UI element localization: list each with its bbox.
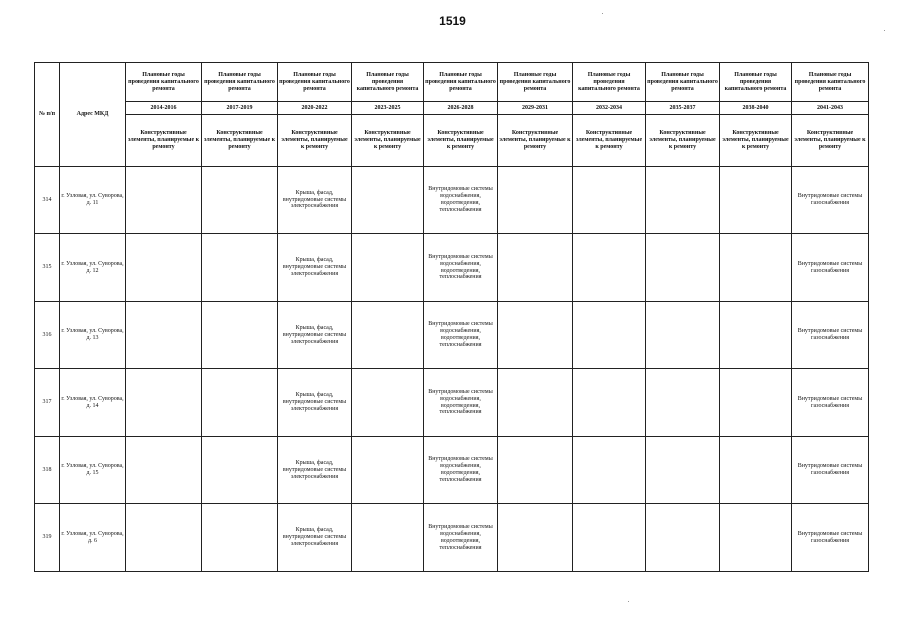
period-elements-header: Конструктивные элементы, планируемые к ремонту bbox=[498, 115, 573, 166]
repair-elements-cell: Крыша, фасад, внутридомовые системы электроснабжения bbox=[278, 166, 352, 234]
repair-elements-cell bbox=[720, 301, 792, 369]
repair-elements-cell bbox=[126, 234, 202, 302]
period-plan-header: Плановые годы проведения капитального ремонта bbox=[498, 63, 573, 102]
repair-elements-cell: Крыша, фасад, внутридомовые системы электроснабжения bbox=[278, 234, 352, 302]
period-elements-header: Конструктивные элементы, планируемые к ремонту bbox=[646, 115, 720, 166]
repair-elements-cell: Внутридомовые системы водоснабжения, водоотведения, теплоснабжения bbox=[424, 436, 498, 504]
repair-elements-cell: Внутридомовые системы водоснабжения, водоотведения, теплоснабжения bbox=[424, 301, 498, 369]
repair-elements-cell bbox=[646, 234, 720, 302]
repair-elements-cell bbox=[126, 166, 202, 234]
building-address: г. Узловая, ул. Суворова, д. 14 bbox=[60, 369, 126, 437]
period-elements-header: Конструктивные элементы, планируемые к ремонту bbox=[792, 115, 869, 166]
period-plan-header: Плановые годы проведения капитального ремонта bbox=[792, 63, 869, 102]
period-years-header: 2020-2022 bbox=[278, 102, 352, 115]
repair-elements-cell: Внутридомовые системы водоснабжения, водоотведения, теплоснабжения bbox=[424, 234, 498, 302]
repair-elements-cell bbox=[352, 504, 424, 572]
period-years-header: 2035-2037 bbox=[646, 102, 720, 115]
period-elements-header: Конструктивные элементы, планируемые к ремонту bbox=[126, 115, 202, 166]
period-elements-header: Конструктивные элементы, планируемые к ремонту bbox=[720, 115, 792, 166]
repair-elements-cell bbox=[646, 301, 720, 369]
repair-elements-cell bbox=[646, 369, 720, 437]
repair-elements-cell bbox=[720, 436, 792, 504]
repair-elements-cell bbox=[498, 436, 573, 504]
repair-elements-cell bbox=[202, 369, 278, 437]
repair-elements-cell bbox=[573, 301, 646, 369]
repair-elements-cell: Крыша, фасад, внутридомовые системы электроснабжения bbox=[278, 504, 352, 572]
period-years-header: 2032-2034 bbox=[573, 102, 646, 115]
table-row bbox=[35, 166, 869, 234]
repair-elements-cell bbox=[202, 234, 278, 302]
repair-elements-cell bbox=[573, 166, 646, 234]
table-row bbox=[35, 436, 869, 504]
repair-elements-cell bbox=[126, 436, 202, 504]
repair-elements-cell bbox=[573, 436, 646, 504]
period-years-header: 2023-2025 bbox=[352, 102, 424, 115]
row-number: 315 bbox=[35, 234, 60, 302]
period-plan-header: Плановые годы проведения капитального ремонта bbox=[126, 63, 202, 102]
address-column-header: Адрес МКД bbox=[60, 63, 126, 167]
repair-elements-cell bbox=[352, 369, 424, 437]
repair-elements-cell: Внутридомовые системы газоснабжения bbox=[792, 504, 869, 572]
repair-elements-cell bbox=[352, 301, 424, 369]
period-years-header: 2017-2019 bbox=[202, 102, 278, 115]
repair-elements-cell bbox=[126, 301, 202, 369]
repair-elements-cell bbox=[646, 504, 720, 572]
repair-elements-cell bbox=[720, 369, 792, 437]
table-row bbox=[35, 234, 869, 302]
repair-elements-cell bbox=[498, 369, 573, 437]
repair-schedule-table bbox=[34, 62, 869, 572]
number-column-header: № п/п bbox=[35, 63, 60, 167]
repair-elements-cell bbox=[202, 436, 278, 504]
period-elements-header: Конструктивные элементы, планируемые к ремонту bbox=[424, 115, 498, 166]
repair-elements-cell bbox=[498, 234, 573, 302]
repair-elements-cell: Внутридомовые системы газоснабжения bbox=[792, 301, 869, 369]
repair-elements-cell: Внутридомовые системы водоснабжения, водоотведения, теплоснабжения bbox=[424, 504, 498, 572]
row-number: 317 bbox=[35, 369, 60, 437]
page-number: 1519 bbox=[439, 14, 466, 28]
period-plan-header: Плановые годы проведения капитального ремонта bbox=[202, 63, 278, 102]
table-row bbox=[35, 369, 869, 437]
scan-speck bbox=[628, 601, 629, 602]
repair-elements-cell bbox=[126, 504, 202, 572]
period-plan-header: Плановые годы проведения капитального ремонта bbox=[278, 63, 352, 102]
period-plan-header: Плановые годы проведения капитального ремонта bbox=[646, 63, 720, 102]
building-address: г. Узловая, ул. Суворова, д. 15 bbox=[60, 436, 126, 504]
repair-elements-cell bbox=[720, 166, 792, 234]
repair-elements-cell: Внутридомовые системы водоснабжения, водоотведения, теплоснабжения bbox=[424, 166, 498, 234]
repair-elements-cell bbox=[646, 436, 720, 504]
repair-elements-cell bbox=[646, 166, 720, 234]
repair-elements-cell bbox=[202, 166, 278, 234]
table-row bbox=[35, 301, 869, 369]
period-plan-header: Плановые годы проведения капитального ремонта bbox=[720, 63, 792, 102]
scan-speck bbox=[602, 13, 603, 14]
repair-elements-cell: Внутридомовые системы газоснабжения bbox=[792, 166, 869, 234]
period-years-header: 2029-2031 bbox=[498, 102, 573, 115]
repair-elements-cell bbox=[573, 504, 646, 572]
period-elements-header: Конструктивные элементы, планируемые к ремонту bbox=[278, 115, 352, 166]
row-number: 316 bbox=[35, 301, 60, 369]
repair-elements-cell bbox=[352, 166, 424, 234]
period-years-header: 2041-2043 bbox=[792, 102, 869, 115]
period-elements-header: Конструктивные элементы, планируемые к ремонту bbox=[352, 115, 424, 166]
row-number: 319 bbox=[35, 504, 60, 572]
building-address: г. Узловая, ул. Суворова, д. 13 bbox=[60, 301, 126, 369]
repair-elements-cell: Внутридомовые системы водоснабжения, водоотведения, теплоснабжения bbox=[424, 369, 498, 437]
row-number: 314 bbox=[35, 166, 60, 234]
repair-elements-cell bbox=[498, 504, 573, 572]
building-address: г. Узловая, ул. Суворова, д. 6 bbox=[60, 504, 126, 572]
repair-elements-cell: Крыша, фасад, внутридомовые системы электроснабжения bbox=[278, 369, 352, 437]
repair-elements-cell: Крыша, фасад, внутридомовые системы электроснабжения bbox=[278, 301, 352, 369]
repair-elements-cell: Внутридомовые системы газоснабжения bbox=[792, 234, 869, 302]
repair-elements-cell bbox=[352, 234, 424, 302]
building-address: г. Узловая, ул. Суворова, д. 11 bbox=[60, 166, 126, 234]
period-elements-header: Конструктивные элементы, планируемые к ремонту bbox=[202, 115, 278, 166]
period-years-header: 2026-2028 bbox=[424, 102, 498, 115]
table-row bbox=[35, 504, 869, 572]
repair-elements-cell: Внутридомовые системы газоснабжения bbox=[792, 369, 869, 437]
repair-elements-cell bbox=[498, 166, 573, 234]
repair-elements-cell bbox=[126, 369, 202, 437]
repair-elements-cell bbox=[202, 301, 278, 369]
building-address: г. Узловая, ул. Суворова, д. 12 bbox=[60, 234, 126, 302]
row-number: 318 bbox=[35, 436, 60, 504]
repair-elements-cell bbox=[720, 504, 792, 572]
repair-elements-cell bbox=[573, 369, 646, 437]
scan-speck bbox=[884, 30, 885, 31]
period-years-header: 2038-2040 bbox=[720, 102, 792, 115]
repair-elements-cell: Внутридомовые системы газоснабжения bbox=[792, 436, 869, 504]
repair-elements-cell bbox=[498, 301, 573, 369]
repair-elements-cell bbox=[573, 234, 646, 302]
repair-elements-cell bbox=[352, 436, 424, 504]
period-elements-header: Конструктивные элементы, планируемые к ремонту bbox=[573, 115, 646, 166]
period-years-header: 2014-2016 bbox=[126, 102, 202, 115]
period-plan-header: Плановые годы проведения капитального ремонта bbox=[424, 63, 498, 102]
period-plan-header: Плановые годы проведения капитального ремонта bbox=[573, 63, 646, 102]
repair-elements-cell bbox=[720, 234, 792, 302]
period-plan-header: Плановые годы проведения капитального ремонта bbox=[352, 63, 424, 102]
repair-elements-cell: Крыша, фасад, внутридомовые системы электроснабжения bbox=[278, 436, 352, 504]
repair-elements-cell bbox=[202, 504, 278, 572]
